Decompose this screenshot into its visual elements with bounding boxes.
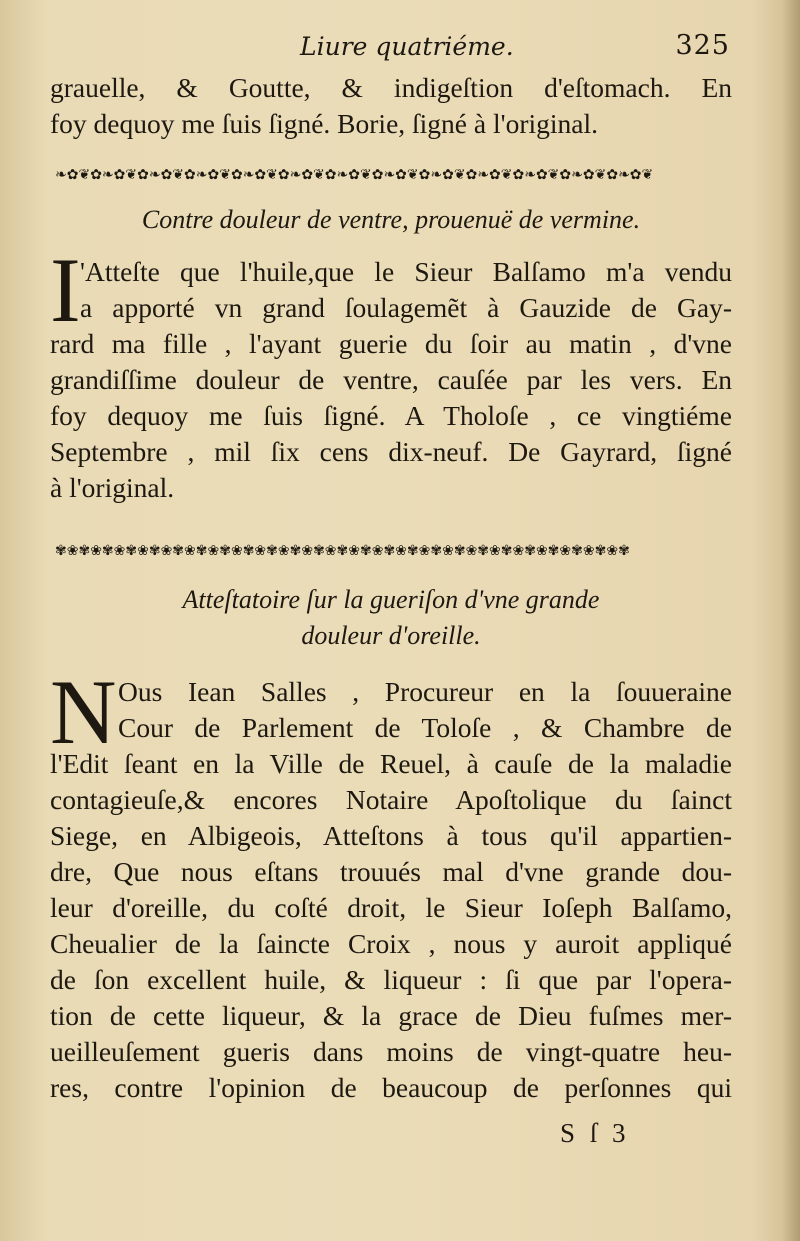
page-header <box>50 30 730 70</box>
text-line: grandiſſime douleur de ventre, cauſée par les vers. En <box>50 364 732 395</box>
page-edge-shadow <box>782 0 800 1241</box>
text-line: foy dequoy me ſuis ſigné. A Tholoſe , ce vingtiéme <box>50 400 732 431</box>
text-line: rard ma fille , l'ayant guerie du ſoir au matin , d'vne <box>50 328 732 359</box>
ornament-band: ✾❀✾❀✾❀✾❀✾❀✾❀✾❀✾❀✾❀✾❀✾❀✾❀✾❀✾❀✾❀✾❀✾❀✾❀✾❀✾❀✾❀✾❀✾❀✾❀✾ <box>55 543 630 559</box>
heading-line: douleur d'oreille. <box>301 621 481 650</box>
text-line: foy dequoy me ſuis ſigné. Borie, ſigné à l'original. <box>50 108 598 139</box>
text-line: l'Edit ſeant en la Ville de Reuel, à cauſe de la maladie <box>50 748 732 779</box>
drop-cap: N <box>50 661 117 763</box>
section-heading: Contre douleur de ventre, prouenuë de vermine. <box>141 205 641 234</box>
text-line: de ſon excellent huile, & liqueur : ſi que par l'opera- <box>50 964 732 995</box>
text-line: a apporté vn grand ſoulagemẽt à Gauzide de Gay- <box>80 292 732 323</box>
signature-mark: S ſ 3 <box>560 1118 630 1148</box>
text-line: Cheualier de la ſaincte Croix , nous y auroit appliqué <box>50 928 732 959</box>
drop-cap: I <box>50 239 81 341</box>
text-line: Ous Iean Salles , Procureur en la ſouueraine <box>118 676 732 707</box>
text-line: 'Atteſte que l'huile,que le Sieur Balſamo m'a vendu <box>80 256 732 287</box>
paragraph <box>50 661 732 1106</box>
text-line: Cour de Parlement de Toloſe , & Chambre de <box>118 712 732 743</box>
text-line: Septembre , mil ſix cens dix-neuf. De Gayrard, ſigné <box>50 436 732 467</box>
ornament-band: ❧✿❦✿❧✿❦✿❧✿❦✿❧✿❦✿❧✿❦✿❧✿❦✿❧✿❦✿❧✿❦✿❧✿❦✿❧✿❦✿❧✿❦✿❧✿❦✿❧✿❦ <box>55 167 654 183</box>
text-line: contagieuſe,& encores Notaire Apoſtolique du ſainct <box>50 784 732 815</box>
section-heading <box>50 582 732 654</box>
text-line: dre, Que nous eſtans trouués mal d'vne grande dou- <box>50 856 732 887</box>
continued-paragraph <box>50 70 732 142</box>
text-line: tion de cette liqueur, & la grace de Dieu fuſmes mer- <box>50 1000 732 1031</box>
text-line: res, contre l'opinion de beaucoup de perſonnes qui <box>50 1072 732 1103</box>
running-title: Liure quatriéme. <box>300 32 514 61</box>
heading-line: Atteſtatoire ſur la gueriſon d'vne grande <box>182 585 600 614</box>
text-line: grauelle, & Goutte, & indigeſtion d'eſtomach. En <box>50 72 732 103</box>
text-line: Siege, en Albigeois, Atteſtons à tous qu'il appartien- <box>50 820 732 851</box>
text-line: ueilleuſement gueris dans moins de vingt-quatre heu- <box>50 1036 732 1067</box>
page-number: 325 <box>675 30 730 61</box>
text-line: leur d'oreille, du coſté droit, le Sieur Ioſeph Balſamo, <box>50 892 732 923</box>
text-line: à l'original. <box>50 472 175 503</box>
paragraph <box>50 254 732 506</box>
